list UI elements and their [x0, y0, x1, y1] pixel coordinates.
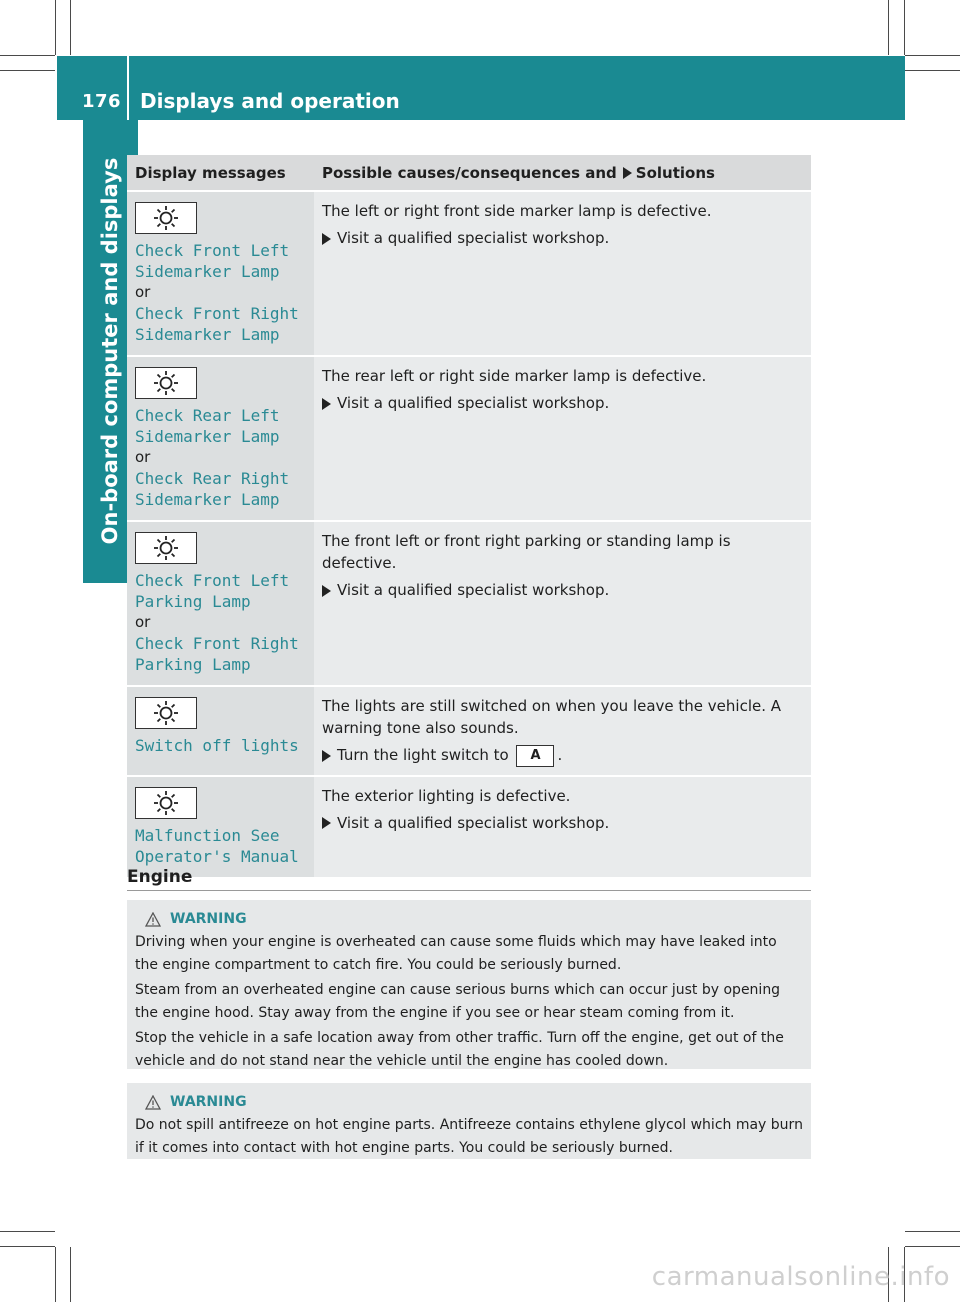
crop-mark [0, 55, 55, 56]
crop-mark [0, 1231, 55, 1232]
display-messages-table [127, 155, 811, 879]
solution-text: Turn the light switch to [337, 746, 509, 764]
warning-triangle-icon [145, 1095, 161, 1110]
cause-text: The lights are still switched on when you leave the vehicle. A warning tone also sounds. [322, 697, 782, 737]
solution-step [322, 579, 803, 601]
solution-end: . [557, 746, 563, 764]
arrow-right-icon [322, 817, 331, 829]
cause-solution-cell [314, 686, 811, 776]
lamp-icon [135, 787, 197, 819]
warning-box [127, 900, 811, 1069]
crop-mark [905, 70, 960, 71]
warning-label: WARNING [170, 911, 247, 927]
table-row [127, 191, 811, 356]
cause-text: The rear left or right side marker lamp is defective. [322, 367, 707, 385]
display-message-text: Check Front Left Parking Lamp [135, 571, 290, 611]
heading-rule [127, 890, 811, 891]
solution-text: Visit a qualified specialist workshop. [337, 581, 610, 599]
or-label: or [135, 448, 151, 466]
display-message-text: Check Front Right Parking Lamp [135, 634, 299, 674]
light-switch-symbol: A [516, 745, 554, 767]
lamp-icon [135, 367, 197, 399]
arrow-right-icon [322, 233, 331, 245]
solution-step [322, 744, 803, 767]
table-row [127, 776, 811, 878]
crop-mark [55, 1247, 56, 1302]
solution-step [322, 392, 803, 414]
col-display-messages-header: Display messages [127, 155, 314, 191]
display-message-text: Check Front Left Sidemarker Lamp [135, 241, 290, 281]
crop-mark [55, 0, 56, 55]
table-row [127, 356, 811, 521]
display-message-text: Check Rear Right Sidemarker Lamp [135, 469, 290, 509]
cause-text: The exterior lighting is defective. [322, 786, 571, 805]
col2-header-text: Possible causes/consequences and [322, 163, 617, 182]
arrow-right-icon [322, 585, 331, 597]
display-message-text: Check Front Right Sidemarker Lamp [135, 304, 299, 344]
solution-step [322, 812, 803, 834]
warning-paragraph: Steam from an overheated engine can cause serious burns which can occur just by opening the engine hood. Stay away from the engine if you see or hear steam coming from it. [135, 982, 781, 1021]
crop-mark [904, 0, 905, 55]
solution-text: Visit a qualified specialist workshop. [337, 813, 610, 832]
section-title: Displays and operation [140, 89, 400, 113]
crop-mark [905, 55, 960, 56]
crop-mark [70, 1247, 71, 1302]
display-message-text: Malfunction See Operator's Manual [135, 825, 299, 866]
table-header-row [127, 155, 811, 191]
lamp-icon [135, 202, 197, 234]
or-label: or [135, 613, 151, 631]
lamp-icon [135, 532, 197, 564]
display-message-cell [127, 356, 314, 521]
display-message-cell [127, 686, 314, 776]
arrow-right-icon [322, 750, 331, 762]
warning-paragraph: Do not spill antifreeze on hot engine parts. Antifreeze contains ethylene glycol which may burn if it comes into contact with hot engine parts. You could be seriously burned. [135, 1117, 803, 1156]
engine-heading: Engine [127, 867, 193, 887]
table-row [127, 686, 811, 776]
crop-mark [0, 70, 55, 71]
col2-header-solutions: Solutions [635, 163, 715, 182]
table-row [127, 521, 811, 686]
solution-text: Visit a qualified specialist workshop. [337, 229, 610, 247]
watermark: carmanualsonline.info [651, 1262, 950, 1292]
col-causes-solutions-header [314, 155, 811, 191]
warning-label: WARNING [170, 1094, 247, 1110]
crop-mark [888, 0, 889, 55]
display-message-text: Check Rear Left Sidemarker Lamp [135, 406, 280, 446]
header-separator [127, 56, 129, 120]
crop-mark [0, 1246, 55, 1247]
crop-mark [905, 1246, 960, 1247]
cause-text: The left or right front side marker lamp is defective. [322, 202, 712, 220]
warning-header [145, 908, 803, 931]
cause-solution-cell [314, 521, 811, 686]
warning-box [127, 1083, 811, 1159]
arrow-right-icon [623, 167, 632, 179]
display-message-cell [127, 776, 314, 878]
warning-header [145, 1091, 803, 1114]
crop-mark [905, 1231, 960, 1232]
arrow-right-icon [322, 398, 331, 410]
crop-mark [70, 0, 71, 55]
solution-text: Visit a qualified specialist workshop. [337, 394, 610, 412]
cause-solution-cell [314, 191, 811, 356]
display-message-cell [127, 191, 314, 356]
display-message-cell [127, 521, 314, 686]
cause-solution-cell [314, 356, 811, 521]
warning-paragraph: Stop the vehicle in a safe location away from other traffic. Turn off the engine, get out of the vehicle and do not stand near the vehicle until the engine has cooled down. [135, 1030, 784, 1069]
or-label: or [135, 283, 151, 301]
cause-solution-cell [314, 776, 811, 878]
cause-text: The front left or front right parking or standing lamp is defective. [322, 532, 731, 572]
page-number: 176 [82, 91, 122, 112]
display-message-text: Switch off lights [135, 736, 299, 755]
chapter-side-label: On-board computer and displays [98, 157, 122, 545]
warning-triangle-icon [145, 912, 161, 927]
warning-paragraph: Driving when your engine is overheated can cause some fluids which may have leaked into the engine compartment to catch fire. You could be seriously burned. [135, 934, 777, 973]
lamp-icon [135, 697, 197, 729]
solution-step [322, 227, 803, 249]
